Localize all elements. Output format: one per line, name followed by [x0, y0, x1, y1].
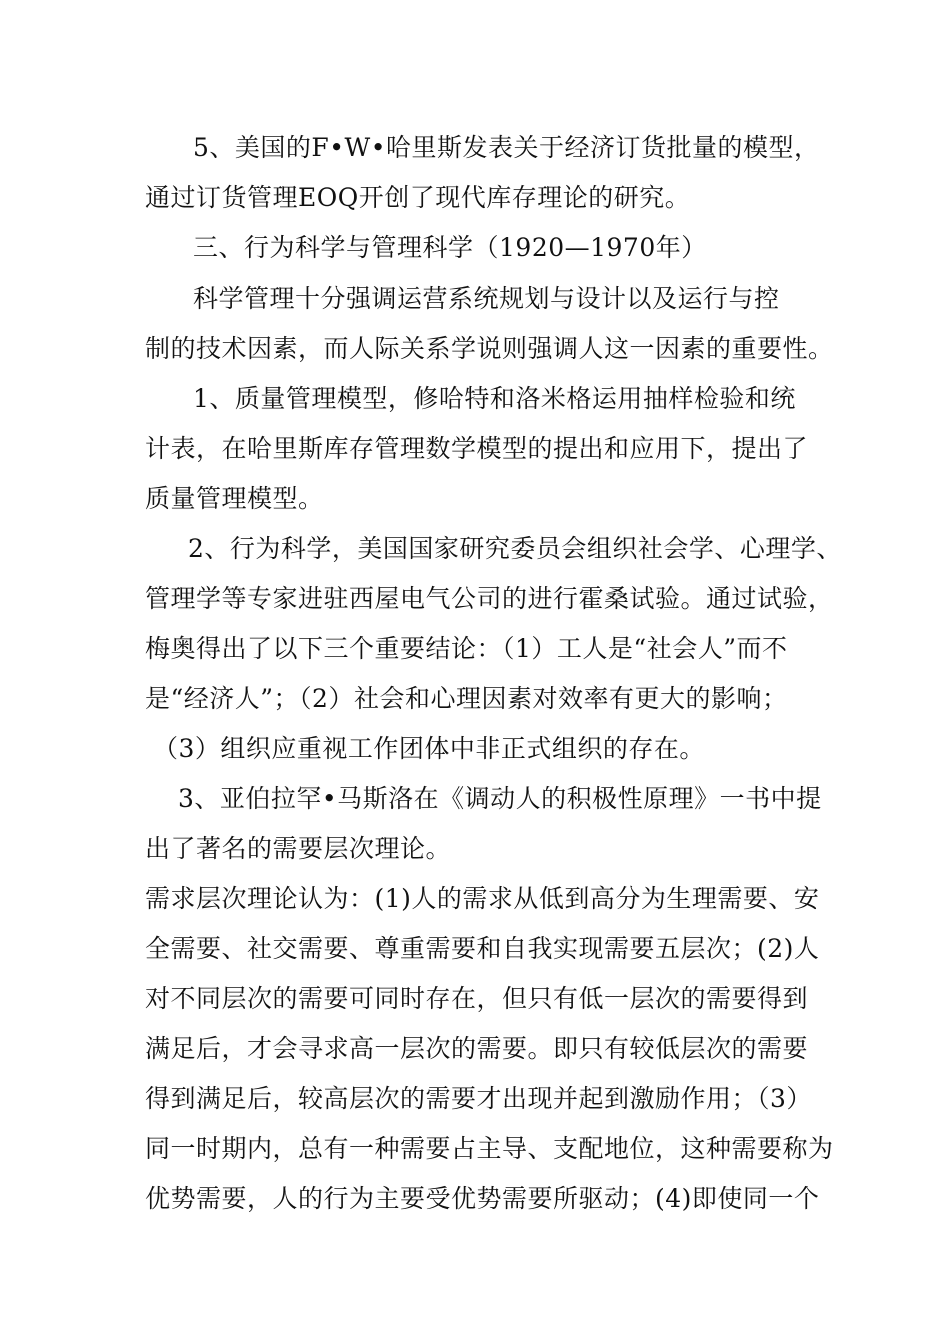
- text-line: 满足后，才会寻求高一层次的需要。即只有较低层次的需要: [145, 1034, 809, 1063]
- text-line: 2、行为科学，美国国家研究委员会组织社会学、心理学、: [188, 534, 842, 563]
- text-line: 得到满足后，较高层次的需要才出现并起到激励作用；（3）: [145, 1084, 812, 1113]
- text-line: 优势需要，人的行为主要受优势需要所驱动；(4)即使同一个: [145, 1184, 820, 1213]
- text-line: 通过订货管理EOQ开创了现代库存理论的研究。: [145, 183, 691, 212]
- text-line: 3、亚伯拉罕•马斯洛在《调动人的积极性原理》一书中提: [178, 784, 822, 813]
- text-line: 制的技术因素，而人际关系学说则强调人这一因素的重要性。: [145, 334, 834, 363]
- text-line: 需求层次理论认为：(1)人的需求从低到高分为生理需要、安: [145, 884, 820, 913]
- text-line: 是“经济人”；（2）社会和心理因素对效率有更大的影响；: [145, 684, 788, 713]
- text-line: （3）组织应重视工作团体中非正式组织的存在。: [153, 734, 705, 763]
- text-line: 对不同层次的需要可同时存在，但只有低一层次的需要得到: [145, 984, 809, 1013]
- text-line: 5、美国的F•W•哈里斯发表关于经济订货批量的模型，: [193, 133, 820, 162]
- text-line: 梅奥得出了以下三个重要结论：（1）工人是“社会人”而不: [145, 634, 788, 663]
- text-line: 同一时期内，总有一种需要占主导、支配地位，这种需要称为: [145, 1134, 834, 1163]
- text-line: 科学管理十分强调运营系统规划与设计以及运行与控: [193, 284, 780, 313]
- text-line: 1、质量管理模型，修哈特和洛米格运用抽样检验和统: [193, 384, 796, 413]
- text-line: 计表，在哈里斯库存管理数学模型的提出和应用下，提出了: [145, 434, 809, 463]
- text-line: 质量管理模型。: [145, 484, 324, 513]
- text-line: 全需要、社交需要、尊重需要和自我实现需要五层次；(2)人: [145, 934, 820, 963]
- section-heading: 三、行为科学与管理科学（1920—1970年）: [193, 233, 707, 262]
- text-line: 管理学等专家进驻西屋电气公司的进行霍桑试验。通过试验，: [145, 584, 834, 613]
- text-line: 出了著名的需要层次理论。: [145, 834, 452, 863]
